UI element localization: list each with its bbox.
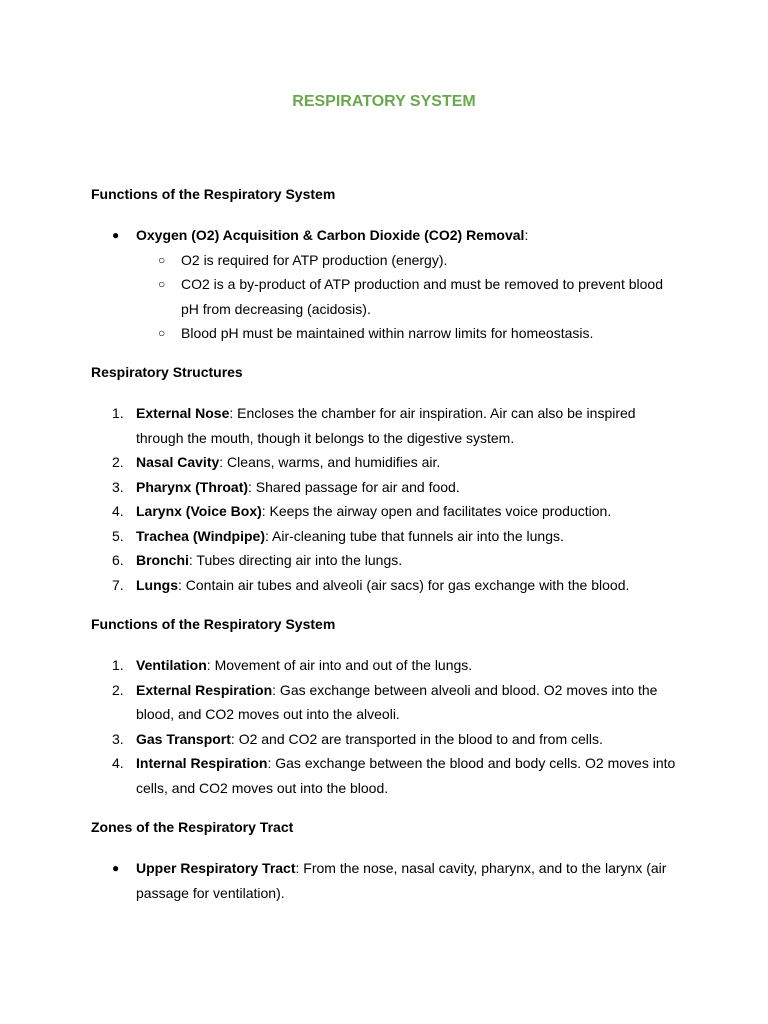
item-term: Gas Transport <box>136 730 231 747</box>
list-item <box>0 401 768 450</box>
list-item <box>0 653 768 678</box>
list-number: 5. <box>112 527 124 544</box>
section-heading-functions-2: Functions of the Respiratory System <box>91 616 336 632</box>
list-item <box>0 223 768 248</box>
document-title: RESPIRATORY SYSTEM <box>292 93 476 110</box>
list-number: 3. <box>112 478 124 495</box>
structures-numbered-list <box>0 401 768 597</box>
item-term: Bronchi <box>136 552 189 568</box>
item-description: : Contain air tubes and alveoli (air sacs) for gas exchange with the blood. <box>178 576 630 593</box>
zones-bullet-list <box>0 856 768 905</box>
item-description: : Tubes directing air into the lungs. <box>188 552 403 568</box>
list-item <box>0 573 768 598</box>
item-description: : Gas exchange between the blood and body cells. O2 moves into cells, and CO2 moves out into the blood. <box>136 755 676 796</box>
item-term: External Respiration <box>136 681 273 698</box>
item-description: : <box>524 227 529 243</box>
list-item <box>0 524 768 549</box>
list-number: 1. <box>112 405 124 421</box>
list-number: 2. <box>112 681 124 698</box>
item-term: Nasal Cavity <box>136 454 220 470</box>
functions-bullet-list <box>0 223 768 346</box>
list-item <box>0 548 768 573</box>
list-item <box>0 856 768 905</box>
item-description: : Shared passage for air and food. <box>248 478 460 495</box>
item-description: : Encloses the chamber for air inspiration. Air can also be inspired through the mouth, though it belongs to the digestive system. <box>136 405 636 446</box>
bullet-icon: ● <box>112 861 120 875</box>
item-term: Oxygen (O2) Acquisition & Carbon Dioxide (CO2) Removal <box>136 227 525 243</box>
item-description: : Cleans, warms, and humidifies air. <box>219 454 441 470</box>
item-description: : Gas exchange between alveoli and blood. O2 moves into the blood, and CO2 moves out into the alveoli. <box>136 681 658 722</box>
item-term: Trachea (Windpipe) <box>136 527 266 544</box>
item-description: : Keeps the airway open and facilitates voice production. <box>261 503 612 519</box>
item-term: Internal Respiration <box>136 755 268 771</box>
item-term: Pharynx (Throat) <box>136 478 249 495</box>
hollow-circle-bullet-icon: ○ <box>158 252 166 267</box>
list-item <box>0 450 768 475</box>
item-description: : From the nose, nasal cavity, pharynx, and to the larynx (air passage for ventilation). <box>136 860 667 901</box>
list-number: 7. <box>112 576 124 593</box>
item-description: : Air-cleaning tube that funnels air into the lungs. <box>265 527 564 544</box>
list-item <box>0 751 768 800</box>
item-term: Ventilation <box>136 657 207 673</box>
list-item <box>0 272 768 321</box>
section-heading-functions: Functions of the Respiratory System <box>91 186 336 202</box>
list-number: 4. <box>112 755 124 771</box>
list-item <box>0 321 768 346</box>
list-number: 4. <box>112 503 124 519</box>
item-term: Upper Respiratory Tract <box>136 860 296 876</box>
list-number: 3. <box>112 730 124 747</box>
list-number: 2. <box>112 454 124 470</box>
item-description: O2 is required for ATP production (energy). <box>181 251 448 268</box>
functions-numbered-list <box>0 653 768 800</box>
item-description: : Movement of air into and out of the lungs. <box>206 657 473 673</box>
item-term: External Nose <box>136 405 230 421</box>
list-item <box>0 499 768 524</box>
item-term: Lungs <box>136 576 178 593</box>
bullet-icon: ● <box>112 228 120 242</box>
hollow-circle-bullet-icon: ○ <box>158 326 166 340</box>
item-description: CO2 is a by-product of ATP production and must be removed to prevent blood pH from decreasing (acidosis). <box>181 276 663 317</box>
section-heading-zones: Zones of the Respiratory Tract <box>91 819 294 835</box>
item-description: : O2 and CO2 are transported in the blood to and from cells. <box>230 730 603 747</box>
item-description: Blood pH must be maintained within narrow limits for homeostasis. <box>181 325 594 341</box>
hollow-circle-bullet-icon: ○ <box>158 277 166 291</box>
list-item <box>0 248 768 273</box>
item-term: Larynx (Voice Box) <box>136 503 262 519</box>
list-item <box>0 475 768 500</box>
list-item <box>0 727 768 752</box>
list-number: 6. <box>112 552 124 568</box>
list-number: 1. <box>112 657 124 673</box>
list-item <box>0 678 768 727</box>
section-heading-structures: Respiratory Structures <box>91 364 243 380</box>
